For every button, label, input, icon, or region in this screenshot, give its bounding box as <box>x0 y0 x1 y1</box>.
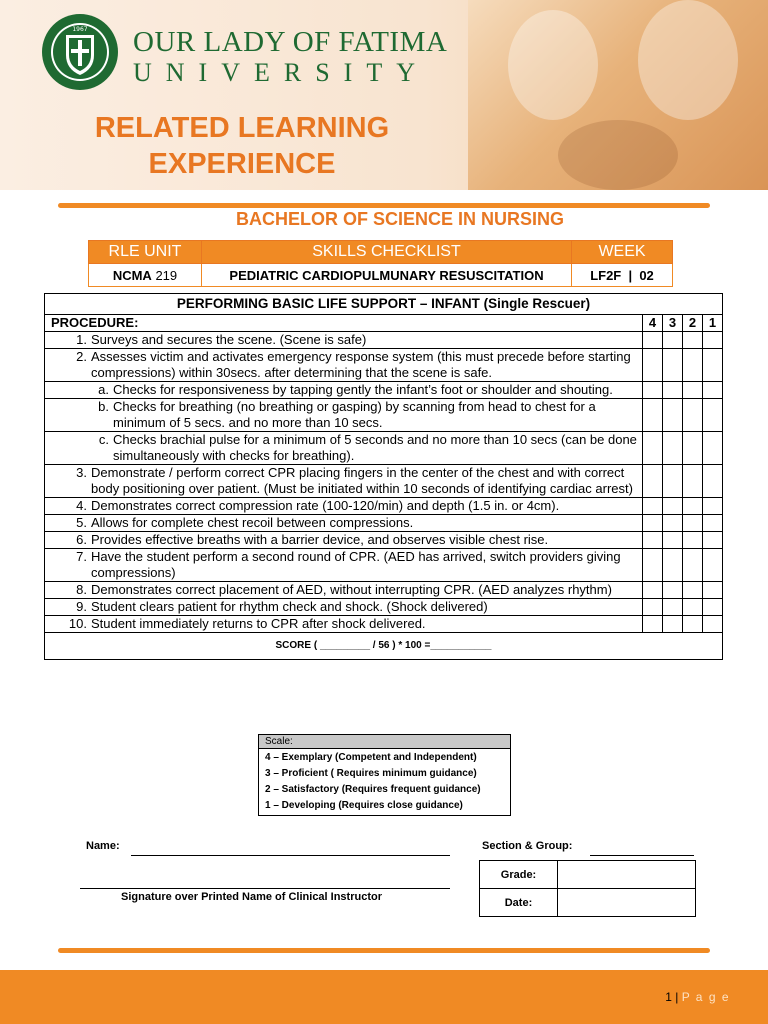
checklist-row <box>45 549 723 582</box>
score-cell[interactable] <box>643 498 663 515</box>
skill-name: PEDIATRIC CARDIOPULMUNARY RESUSCITATION <box>202 264 572 287</box>
score-col-3: 3 <box>663 315 683 332</box>
score-cell[interactable] <box>703 399 723 432</box>
score-cell[interactable] <box>663 465 683 498</box>
score-cell[interactable] <box>703 616 723 633</box>
item-text: Checks for breathing (no breathing or gasping) by scanning from head to chest for a minimum of 5 secs. and no more than 10 secs. <box>113 399 596 430</box>
score-cell[interactable] <box>643 549 663 582</box>
checklist-row <box>45 349 723 382</box>
score-cell[interactable] <box>683 349 703 382</box>
score-cell[interactable] <box>663 532 683 549</box>
item-text: Provides effective breaths with a barrier device, and observes visible chest rise. <box>91 532 549 547</box>
page-word: P a g e <box>681 990 730 1004</box>
score-col-4: 4 <box>643 315 663 332</box>
score-formula[interactable]: SCORE ( _________ / 56 ) * 100 =___________ <box>45 633 723 660</box>
page-title <box>72 110 412 182</box>
checklist-row <box>45 599 723 616</box>
score-cell[interactable] <box>663 616 683 633</box>
score-cell[interactable] <box>683 399 703 432</box>
checklist-table <box>44 293 723 660</box>
score-cell[interactable] <box>663 332 683 349</box>
program-title: BACHELOR OF SCIENCE IN NURSING <box>235 209 565 229</box>
score-cell[interactable] <box>683 549 703 582</box>
score-cell[interactable] <box>643 465 663 498</box>
item-number: a. <box>98 382 109 397</box>
footer-bar <box>0 970 768 1024</box>
grade-date-table <box>479 860 696 917</box>
item-text: Checks for responsiveness by tapping gently the infant’s foot or shoulder and shouting. <box>113 382 613 397</box>
item-text: Student clears patient for rhythm check and shock. (Shock delivered) <box>91 599 488 614</box>
checklist-row <box>45 332 723 349</box>
section-group-label: Section & Group: <box>482 840 573 852</box>
item-text: Demonstrate / perform correct CPR placing fingers in the center of the chest and with correct body positioning over patient. (Must be initiated within 10 seconds of identifying cardiac arrest) <box>91 465 633 496</box>
skills-checklist-header: SKILLS CHECKLIST <box>202 241 572 264</box>
score-cell[interactable] <box>663 549 683 582</box>
scale-heading: Scale: <box>259 735 511 749</box>
section-group-field[interactable] <box>590 855 694 856</box>
item-number: 4. <box>76 498 87 513</box>
checklist-title-row <box>45 294 723 315</box>
score-cell[interactable] <box>663 599 683 616</box>
page-number <box>665 990 730 1004</box>
university-seal-icon <box>41 13 119 91</box>
item-number: 1. <box>76 332 87 347</box>
checklist-row <box>45 382 723 399</box>
unit-value-row <box>89 264 673 287</box>
top-divider <box>58 203 710 208</box>
score-cell[interactable] <box>663 349 683 382</box>
score-cell[interactable] <box>683 382 703 399</box>
procedure-label: PROCEDURE: <box>45 315 643 332</box>
item-number: 6. <box>76 532 87 547</box>
procedure-header-row <box>45 315 723 332</box>
item-text: Surveys and secures the scene. (Scene is safe) <box>91 332 367 347</box>
item-number: b. <box>98 399 109 414</box>
checklist-row <box>45 399 723 432</box>
score-cell[interactable] <box>643 332 663 349</box>
score-cell[interactable] <box>683 332 703 349</box>
date-label: Date: <box>480 889 558 917</box>
score-cell[interactable] <box>643 532 663 549</box>
score-cell[interactable] <box>703 382 723 399</box>
unit-code-cell <box>89 264 202 287</box>
score-col-1: 1 <box>703 315 723 332</box>
scale-table <box>258 734 511 816</box>
checklist-row <box>45 432 723 465</box>
score-cell[interactable] <box>643 582 663 599</box>
item-text: Checks brachial pulse for a minimum of 5 seconds and no more than 10 secs (can be done simultaneously with checks for breathing). <box>113 432 637 463</box>
scale-level-1: 1 – Developing (Requires close guidance) <box>265 800 463 811</box>
name-label: Name: <box>86 840 120 852</box>
score-cell[interactable] <box>703 498 723 515</box>
page-number-value: 1 <box>665 990 672 1004</box>
checklist-row <box>45 465 723 498</box>
score-cell[interactable] <box>683 582 703 599</box>
scale-level-4: 4 – Exemplary (Competent and Independent) <box>265 752 477 763</box>
item-text: Assesses victim and activates emergency response system (this must precede before starting compressions) within 30secs. after determining that the scene is safe. <box>91 349 631 380</box>
score-cell[interactable] <box>663 399 683 432</box>
grade-field[interactable] <box>558 861 696 889</box>
week-value: LF2F | 02 <box>572 264 673 287</box>
checklist-row <box>45 532 723 549</box>
score-cell[interactable] <box>683 465 703 498</box>
scale-level-3: 3 – Proficient ( Requires minimum guidance) <box>265 768 477 779</box>
score-cell[interactable] <box>663 582 683 599</box>
score-cell[interactable] <box>683 532 703 549</box>
score-cell[interactable] <box>643 432 663 465</box>
score-cell[interactable] <box>643 599 663 616</box>
score-cell[interactable] <box>683 498 703 515</box>
item-number: 10. <box>68 616 87 631</box>
checklist-row <box>45 582 723 599</box>
item-text: Demonstrates correct placement of AED, without interrupting CPR. (AED analyzes rhythm) <box>91 582 612 597</box>
item-number: 5. <box>76 515 87 530</box>
item-text: Allows for complete chest recoil between compressions. <box>91 515 414 530</box>
score-cell[interactable] <box>703 515 723 532</box>
unit-code: NCMA <box>112 267 152 283</box>
item-text: Have the student perform a second round of CPR. (AED has arrived, switch providers giving compressions) <box>91 549 621 580</box>
score-cell[interactable] <box>703 599 723 616</box>
score-row <box>45 633 723 660</box>
item-text: Student immediately returns to CPR after shock delivered. <box>91 616 426 631</box>
score-cell[interactable] <box>663 382 683 399</box>
item-number: 7. <box>76 549 87 564</box>
score-cell[interactable] <box>663 515 683 532</box>
score-cell[interactable] <box>683 515 703 532</box>
instructor-label: Signature over Printed Name of Clinical Instructor <box>121 891 382 903</box>
title-line1: RELATED LEARNING <box>94 112 390 144</box>
item-number: 9. <box>76 599 87 614</box>
score-cell[interactable] <box>643 616 663 633</box>
rle-unit-header: RLE UNIT <box>89 241 202 264</box>
checklist-row <box>45 515 723 532</box>
grade-label: Grade: <box>480 861 558 889</box>
score-cell[interactable] <box>703 549 723 582</box>
item-number: 2. <box>76 349 87 364</box>
name-field[interactable] <box>131 855 450 856</box>
instructor-signature-line[interactable] <box>80 888 450 889</box>
score-cell[interactable] <box>663 498 683 515</box>
checklist-row <box>45 498 723 515</box>
score-cell[interactable] <box>703 582 723 599</box>
scale-level-2: 2 – Satisfactory (Requires frequent guidance) <box>265 784 481 795</box>
score-cell[interactable] <box>663 432 683 465</box>
score-col-2: 2 <box>683 315 703 332</box>
score-cell[interactable] <box>683 616 703 633</box>
scale-levels <box>259 749 511 816</box>
score-cell[interactable] <box>683 432 703 465</box>
week-header: WEEK <box>572 241 673 264</box>
header-banner <box>0 0 768 190</box>
page-separator: | <box>675 990 679 1004</box>
unit-table <box>88 240 673 287</box>
title-line2: EXPERIENCE <box>148 148 336 180</box>
header-photo <box>468 0 768 190</box>
score-cell[interactable] <box>643 349 663 382</box>
university-name-line2: UNIVERSITY <box>133 58 429 87</box>
score-cell[interactable] <box>643 399 663 432</box>
logo-year: 1967 <box>72 26 88 33</box>
item-text: Demonstrates correct compression rate (100-120/min) and depth (1.5 in. or 4cm). <box>91 498 560 513</box>
score-cell[interactable] <box>703 332 723 349</box>
score-cell[interactable] <box>703 349 723 382</box>
university-name-line1: OUR LADY OF FATIMA <box>133 26 448 58</box>
unit-header-row <box>89 241 673 264</box>
checklist-title: PERFORMING BASIC LIFE SUPPORT – INFANT (Single Rescuer) <box>45 294 723 315</box>
date-field[interactable] <box>558 889 696 917</box>
score-cell[interactable] <box>643 382 663 399</box>
score-cell[interactable] <box>643 515 663 532</box>
score-cell[interactable] <box>683 599 703 616</box>
bottom-divider <box>58 948 710 953</box>
score-cell[interactable] <box>703 465 723 498</box>
item-number: 8. <box>76 582 87 597</box>
checklist-row <box>45 616 723 633</box>
score-cell[interactable] <box>703 432 723 465</box>
item-number: 3. <box>76 465 87 480</box>
item-number: c. <box>98 432 109 447</box>
score-cell[interactable] <box>703 532 723 549</box>
unit-number: 219 <box>155 267 178 283</box>
